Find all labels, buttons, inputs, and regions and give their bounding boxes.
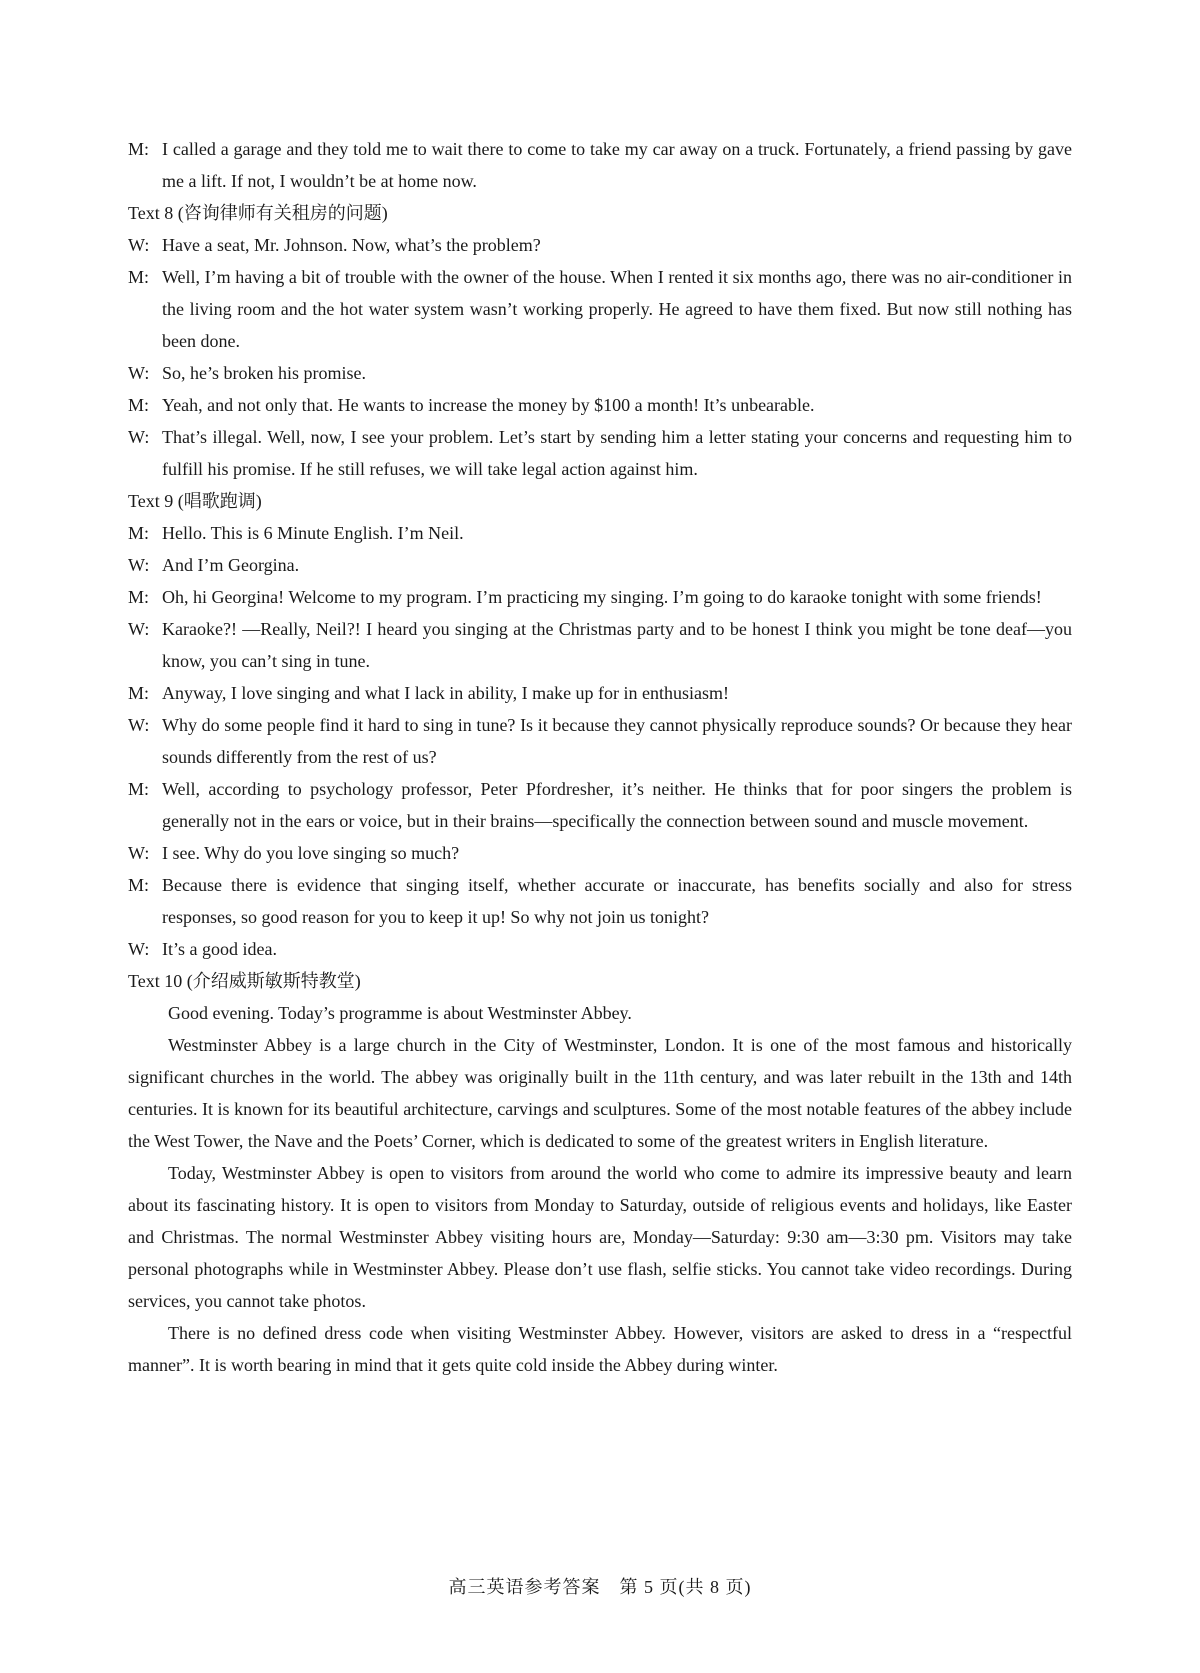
turn-text: Because there is evidence that singing itself, whether accurate or inaccurate, has benefits socially and also for stress responses, so good reason for you to keep it up! So why not join us tonight?	[162, 875, 1072, 927]
dialogue-turn	[128, 837, 1072, 869]
speaker-label: W:	[128, 939, 150, 959]
speaker-label: W:	[128, 555, 150, 575]
turn-text: Well, I’m having a bit of trouble with the owner of the house. When I rented it six months ago, there was no air-conditioner in the living room and the hot water system wasn’t working properly. He agreed to have them fixed. But now still nothing has been done.	[162, 267, 1072, 351]
section-heading: Text 10 (介绍威斯敏斯特教堂)	[128, 971, 361, 991]
dialogue-turn	[128, 869, 1072, 933]
dialogue-turn	[128, 517, 1072, 549]
dialogue-turn	[128, 581, 1072, 613]
speaker-label: M:	[128, 267, 150, 287]
dialogue-turn	[128, 709, 1072, 773]
dialogue-turn	[128, 261, 1072, 357]
page-body	[128, 133, 1072, 1381]
speaker-label: M:	[128, 139, 150, 159]
turn-text: So, he’s broken his promise.	[162, 363, 366, 383]
dialogue-turn	[128, 133, 1072, 197]
dialogue-turn	[128, 357, 1072, 389]
speaker-label: M:	[128, 587, 150, 607]
speaker-label: W:	[128, 235, 150, 255]
dialogue-turn	[128, 773, 1072, 837]
turn-text: And I’m Georgina.	[162, 555, 300, 575]
section-heading: Text 8 (咨询律师有关租房的问题)	[128, 203, 388, 223]
paragraph: Good evening. Today’s programme is about Westminster Abbey.	[168, 1003, 632, 1023]
paragraph: There is no defined dress code when visiting Westminster Abbey. However, visitors are asked to dress in a “respectful manner”. It is worth bearing in mind that it gets quite cold inside the Abbey during winter.	[128, 1323, 1072, 1375]
turn-text: That’s illegal. Well, now, I see your problem. Let’s start by sending him a letter stating your concerns and requesting him to fulfill his promise. If he still refuses, we will take legal action against him.	[162, 427, 1072, 479]
turn-text: Have a seat, Mr. Johnson. Now, what’s the problem?	[162, 235, 541, 255]
dialogue-turn	[128, 933, 1072, 965]
speaker-label: W:	[128, 363, 150, 383]
turn-text: Why do some people find it hard to sing in tune? Is it because they cannot physically reproduce sounds? Or because they hear sounds differently from the rest of us?	[162, 715, 1072, 767]
speaker-label: M:	[128, 683, 150, 703]
speaker-label: W:	[128, 427, 150, 447]
turn-text: Anyway, I love singing and what I lack in ability, I make up for in enthusiasm!	[162, 683, 730, 703]
dialogue-turn	[128, 549, 1072, 581]
speaker-label: M:	[128, 395, 150, 415]
dialogue-turn	[128, 389, 1072, 421]
paragraph: Westminster Abbey is a large church in the City of Westminster, London. It is one of the most famous and historically significant churches in the world. The abbey was originally built in the 11th century, and was later rebuilt in the 13th and 14th centuries. It is known for its beautiful architecture, carvings and sculptures. Some of the most notable features of the abbey include the West Tower, the Nave and the Poets’ Corner, which is dedicated to some of the greatest writers in English literature.	[128, 1035, 1072, 1151]
paragraph: Today, Westminster Abbey is open to visitors from around the world who come to admire its impressive beauty and learn about its fascinating history. It is open to visitors from Monday to Saturday, outside of religious events and holidays, like Easter and Christmas. The normal Westminster Abbey visiting hours are, Monday—Saturday: 9:30 am—3:30 pm. Visitors may take personal photographs while in Westminster Abbey. Please don’t use flash, selfie sticks. You cannot take video recordings. During services, you cannot take photos.	[128, 1163, 1072, 1311]
speaker-label: W:	[128, 843, 150, 863]
turn-text: I see. Why do you love singing so much?	[162, 843, 460, 863]
turn-text: Hello. This is 6 Minute English. I’m Neil.	[162, 523, 464, 543]
speaker-label: M:	[128, 875, 150, 895]
dialogue-turn	[128, 613, 1072, 677]
dialogue-turn	[128, 229, 1072, 261]
turn-text: Oh, hi Georgina! Welcome to my program. I’m practicing my singing. I’m going to do karaoke tonight with some friends!	[162, 587, 1042, 607]
turn-text: Yeah, and not only that. He wants to increase the money by $100 a month! It’s unbearable.	[162, 395, 815, 415]
speaker-label: W:	[128, 619, 150, 639]
dialogue-turn	[128, 677, 1072, 709]
turn-text: I called a garage and they told me to wait there to come to take my car away on a truck. Fortunately, a friend passing by gave me a lift. If not, I wouldn’t be at home now.	[162, 139, 1072, 191]
turn-text: Well, according to psychology professor, Peter Pfordresher, it’s neither. He thinks that for poor singers the problem is generally not in the ears or voice, but in their brains—specifically the connection between sound and muscle movement.	[162, 779, 1072, 831]
speaker-label: W:	[128, 715, 150, 735]
dialogue-turn	[128, 421, 1072, 485]
section-heading: Text 9 (唱歌跑调)	[128, 491, 262, 511]
turn-text: It’s a good idea.	[162, 939, 277, 959]
speaker-label: M:	[128, 523, 150, 543]
speaker-label: M:	[128, 779, 150, 799]
turn-text: Karaoke?! —Really, Neil?! I heard you singing at the Christmas party and to be honest I think you might be tone deaf—you know, you can’t sing in tune.	[162, 619, 1072, 671]
page-footer: 高三英语参考答案 第 5 页(共 8 页)	[448, 1577, 752, 1597]
